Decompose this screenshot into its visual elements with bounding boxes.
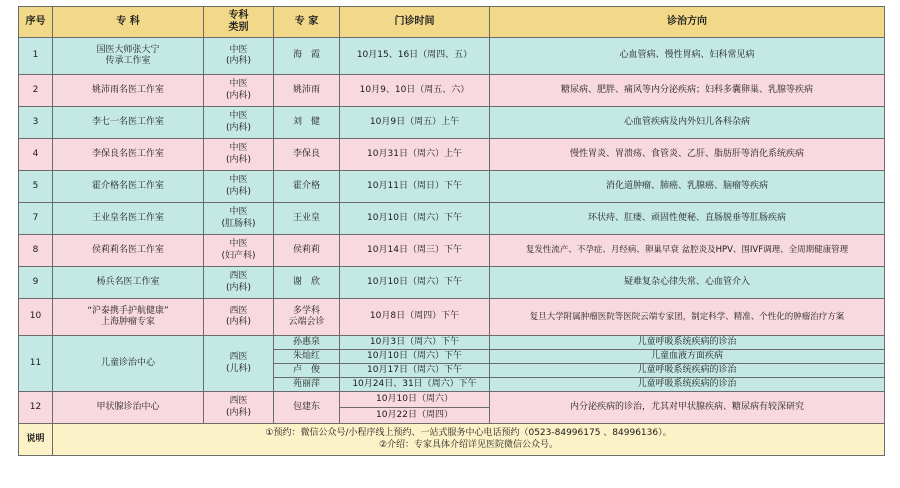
type-line: 西医 (229, 352, 248, 363)
cell-type (204, 203, 274, 235)
cell-time: 10月17日（周六）下午 (340, 364, 490, 378)
header-direction: 诊治方向 (490, 7, 885, 38)
cell-direction: 儿童呼吸系统疾病的诊治 (490, 378, 885, 392)
table-row (19, 235, 885, 267)
cell-type (204, 336, 274, 392)
table-row (19, 107, 885, 139)
cell-direction: 复发性流产、不孕症、月经病、卵巢早衰 盆腔炎及HPV、围IVF调理、全周期健康管理 (490, 235, 885, 267)
cell-no: 5 (19, 171, 53, 203)
cell-dept: 儿童诊治中心 (53, 336, 204, 392)
cell-dept: 甲状腺诊治中心 (53, 392, 204, 424)
type-line: 中医 (229, 111, 248, 122)
type-line: (内科) (225, 122, 252, 133)
cell-expert: 王业皇 (274, 203, 340, 235)
type-line: 西医 (229, 305, 248, 316)
type-line: 中医 (229, 44, 248, 55)
cell-dept: 霍介格名医工作室 (53, 171, 204, 203)
cell-direction: 糖尿病、肥胖、痛风等内分泌疾病；妇科多囊卵巢、乳腺等疾病 (490, 75, 885, 107)
type-line: (内科) (225, 317, 252, 327)
dept-line: 传承工作室 (105, 56, 151, 66)
cell-expert: 朱灿红 (274, 350, 340, 364)
table-row (19, 267, 885, 299)
table-row (19, 139, 885, 171)
cell-time: 10月24日、31日（周六）下午 (340, 378, 490, 392)
cell-time: 10月3日（周六）下午 (340, 336, 490, 350)
header-dept: 专 科 (53, 7, 204, 38)
cell-expert: 李保良 (274, 139, 340, 171)
cell-direction: 儿童呼吸系统疾病的诊治 (490, 336, 885, 350)
cell-time: 10月10日（周六）下午 (340, 203, 490, 235)
cell-expert: 包建东 (274, 392, 340, 424)
note-line-2: ②介绍：专家具体介绍详见医院微信公众号。 (378, 439, 559, 450)
cell-type (204, 171, 274, 203)
cell-type (204, 75, 274, 107)
type-line: (内科) (225, 154, 252, 165)
cell-direction: 环状痔、肛瘘、顽固性便秘、直肠脱垂等肛肠疾病 (490, 203, 885, 235)
dept-line: 上海肿瘤专家 (100, 317, 155, 327)
cell-direction: 疑难复杂心律失常、心血管介入 (490, 267, 885, 299)
type-line: (内科) (225, 186, 252, 197)
cell-time: 10月11日（周日）下午 (340, 171, 490, 203)
expert-line: 多学科 (292, 305, 320, 316)
schedule-table-wrapper (18, 6, 884, 456)
cell-no: 2 (19, 75, 53, 107)
header-expert: 专 家 (274, 7, 340, 38)
cell-expert: 卢 俊 (274, 364, 340, 378)
cell-direction: 内分泌疾病的诊治，尤其对甲状腺疾病、糖尿病有较深研究 (490, 392, 885, 424)
note-line-1: ①预约：微信公众号/小程序线上预约、一站式服务中心电话预约（0523-84996175 、84996136）。 (265, 428, 672, 439)
header-type (204, 7, 274, 38)
cell-no: 4 (19, 139, 53, 171)
type-line: 中医 (229, 239, 248, 250)
header-no: 序号 (19, 7, 53, 38)
cell-dept: 侯莉莉名医工作室 (53, 235, 204, 267)
cell-no: 8 (19, 235, 53, 267)
cell-type (204, 392, 274, 424)
cell-direction: 儿童血液方面疾病 (490, 350, 885, 364)
cell-type (204, 235, 274, 267)
cell-time: 10月15、16日（周四、五） (340, 38, 490, 75)
table-row (19, 171, 885, 203)
cell-no: 1 (19, 38, 53, 75)
table-row (19, 75, 885, 107)
type-line: 西医 (229, 271, 248, 282)
cell-type (204, 107, 274, 139)
expert-schedule-table (18, 6, 885, 456)
cell-time: 10月22日（周四） (340, 408, 490, 424)
table-row (19, 38, 885, 75)
cell-dept (53, 38, 204, 75)
table-row (19, 299, 885, 336)
type-line: 中医 (229, 79, 248, 90)
cell-dept: 姚沛雨名医工作室 (53, 75, 204, 107)
cell-type (204, 38, 274, 75)
cell-dept: 李七一名医工作室 (53, 107, 204, 139)
note-label: 说明 (19, 424, 53, 456)
type-line: 中医 (229, 207, 248, 218)
dept-line: “沪泰携手护航健康” (87, 305, 169, 316)
cell-direction: 心血管疾病及内外妇儿各科杂病 (490, 107, 885, 139)
header-time: 门诊时间 (340, 7, 490, 38)
cell-time: 10月14日（周三）下午 (340, 235, 490, 267)
cell-no: 9 (19, 267, 53, 299)
cell-no: 3 (19, 107, 53, 139)
cell-expert: 姚沛雨 (274, 75, 340, 107)
cell-expert: 海 霞 (274, 38, 340, 75)
cell-direction: 心血管病、慢性胃病、妇科常见病 (490, 38, 885, 75)
cell-dept: 杨兵名医工作室 (53, 267, 204, 299)
cell-type (204, 267, 274, 299)
cell-expert: 刘 健 (274, 107, 340, 139)
cell-expert: 苑丽萍 (274, 378, 340, 392)
type-line: (内科) (225, 90, 252, 101)
cell-direction: 复旦大学附属肿瘤医院等医院云端专家团，制定科学、精准、个性化的肿瘤治疗方案 (490, 299, 885, 336)
type-line: (内科) (225, 407, 252, 418)
header-type-line1: 专科 (228, 9, 249, 21)
cell-time: 10月9日（周五）上午 (340, 107, 490, 139)
type-line: (肛肠科) (221, 218, 256, 229)
type-line: 中医 (229, 175, 248, 186)
cell-direction: 儿童呼吸系统疾病的诊治 (490, 364, 885, 378)
type-line: (妇产科) (221, 250, 256, 261)
cell-direction: 慢性胃炎、胃溃疡、食管炎、乙肝、脂肪肝等消化系统疾病 (490, 139, 885, 171)
cell-no: 12 (19, 392, 53, 424)
cell-time: 10月8日（周四）下午 (340, 299, 490, 336)
note-content (53, 424, 885, 456)
table-row (19, 203, 885, 235)
cell-dept: 李保良名医工作室 (53, 139, 204, 171)
cell-time: 10月31日（周六）上午 (340, 139, 490, 171)
cell-type (204, 299, 274, 336)
header-type-line2: 类别 (228, 22, 249, 33)
cell-direction: 消化道肿瘤、肺癌、乳腺癌、脑瘤等疾病 (490, 171, 885, 203)
cell-expert: 侯莉莉 (274, 235, 340, 267)
type-line: (内科) (225, 56, 252, 66)
dept-line: 国医大师张大宁 (96, 44, 160, 55)
cell-time: 10月10日（周六） (340, 392, 490, 408)
cell-time: 10月10日（周六）下午 (340, 350, 490, 364)
note-row (19, 424, 885, 456)
table-row (19, 336, 885, 350)
cell-time: 10月10日（周六）下午 (340, 267, 490, 299)
cell-type (204, 139, 274, 171)
type-line: 西医 (229, 396, 248, 407)
cell-expert (274, 299, 340, 336)
cell-dept (53, 299, 204, 336)
type-line: (儿科) (225, 363, 252, 374)
cell-no: 7 (19, 203, 53, 235)
cell-expert: 孙惠泉 (274, 336, 340, 350)
cell-expert: 霍介格 (274, 171, 340, 203)
cell-no: 10 (19, 299, 53, 336)
type-line: (内科) (225, 282, 252, 293)
header-row (19, 7, 885, 38)
type-line: 中医 (229, 143, 248, 154)
cell-dept: 王业皇名医工作室 (53, 203, 204, 235)
cell-expert: 谢 欣 (274, 267, 340, 299)
cell-no: 11 (19, 336, 53, 392)
expert-line: 云端会诊 (288, 317, 325, 327)
cell-time: 10月9、10日（周五、六） (340, 75, 490, 107)
table-row (19, 392, 885, 408)
